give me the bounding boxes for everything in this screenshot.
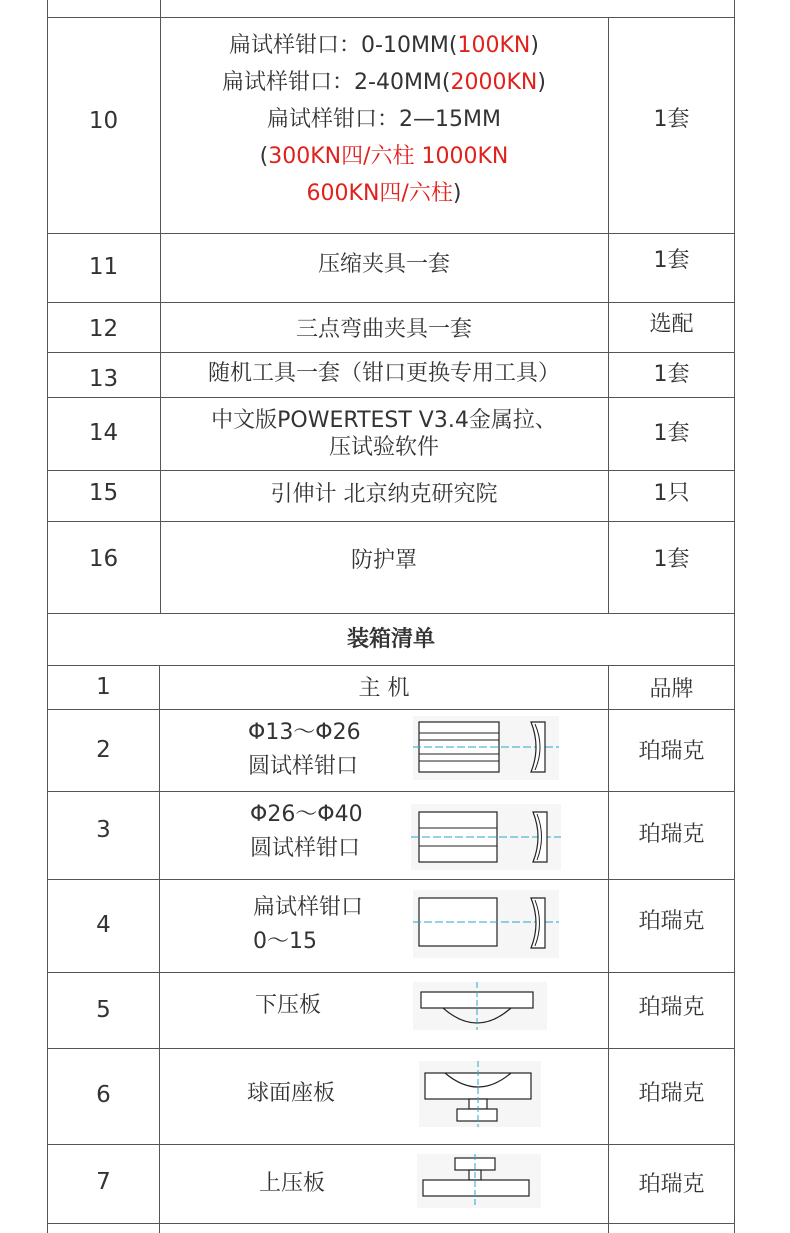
spec-line: 扁试样钳口：0-10MM(100KN) [229, 32, 539, 58]
brand-header: 品牌 [649, 676, 694, 702]
round-jaw-icon [411, 804, 561, 870]
label-line: 球面座板 [247, 1081, 336, 1106]
desc-line: 压试验软件 [328, 434, 439, 460]
row-number: 4 [96, 912, 111, 939]
jaw-spec-list [160, 22, 608, 216]
item-label [253, 891, 363, 959]
flat-jaw-icon [413, 890, 559, 958]
label-line: 扁试样钳口 [253, 895, 364, 920]
row-number: 2 [96, 736, 111, 763]
item-label [259, 1167, 325, 1201]
label-line: 0～15 [253, 929, 317, 954]
row-number: 16 [88, 545, 119, 572]
quantity: 1套 [653, 546, 690, 572]
spec-line: 600KN四/六柱) [306, 180, 462, 206]
item-label [250, 798, 363, 866]
row-number: 10 [88, 107, 119, 134]
item-description: 压缩夹具一套 [317, 252, 450, 277]
upper-platen-icon [417, 1154, 541, 1208]
item-description: 三点弯曲夹具一套 [295, 316, 472, 342]
brand: 珀瑞克 [638, 1171, 705, 1197]
lower-platen-icon [413, 982, 547, 1030]
label-line: Φ13～Φ26 [248, 720, 361, 745]
quantity: 1套 [653, 361, 690, 387]
spec-line: 扁试样钳口：2-40MM(2000KN) [222, 69, 546, 95]
row-number: 3 [96, 816, 111, 843]
brand: 珀瑞克 [638, 738, 705, 764]
label-line: 圆试样钳口 [250, 836, 361, 861]
brand: 珀瑞克 [638, 908, 705, 934]
row-number: 11 [88, 254, 119, 281]
item-label [247, 1077, 335, 1111]
spec-line: 扁试样钳口：2—15MM [267, 106, 501, 132]
item-description [160, 397, 608, 470]
item-label [248, 716, 361, 784]
item-label [255, 989, 321, 1023]
quantity: 1套 [653, 248, 690, 273]
row-number: 14 [88, 420, 119, 447]
row-number: 15 [88, 479, 119, 506]
label-line: Φ26～Φ40 [250, 802, 363, 827]
parts-table [47, 0, 735, 1233]
round-jaw-icon [413, 716, 559, 780]
packing-list-title: 装箱清单 [346, 626, 435, 652]
label-line: 下压板 [255, 993, 322, 1018]
spherical-seat-icon [419, 1061, 541, 1127]
row-number: 7 [96, 1168, 111, 1195]
quantity: 1只 [653, 480, 690, 506]
brand: 珀瑞克 [638, 994, 705, 1020]
item-description: 引伸计 北京纳克研究院 [270, 481, 498, 507]
brand: 珀瑞克 [638, 1080, 705, 1106]
label-line: 圆试样钳口 [248, 754, 359, 779]
item-description: 防护罩 [350, 547, 417, 573]
quantity: 1套 [653, 421, 690, 446]
desc-line: 中文版POWERTEST V3.4金属拉、 [211, 407, 557, 433]
row-number: 6 [96, 1081, 111, 1108]
row-number: 12 [88, 315, 119, 342]
row-number: 13 [88, 365, 119, 392]
label-line: 上压板 [259, 1171, 326, 1196]
brand: 珀瑞克 [638, 821, 705, 847]
row-number: 1 [96, 673, 111, 700]
row-number: 5 [96, 996, 111, 1023]
spec-line: (300KN四/六柱 1000KN [259, 143, 509, 169]
quantity: 1套 [653, 106, 690, 132]
item-description: 随机工具一套（钳口更换专用工具） [207, 360, 560, 386]
item-description: 主 机 [358, 675, 410, 701]
quantity: 选配 [649, 311, 694, 337]
